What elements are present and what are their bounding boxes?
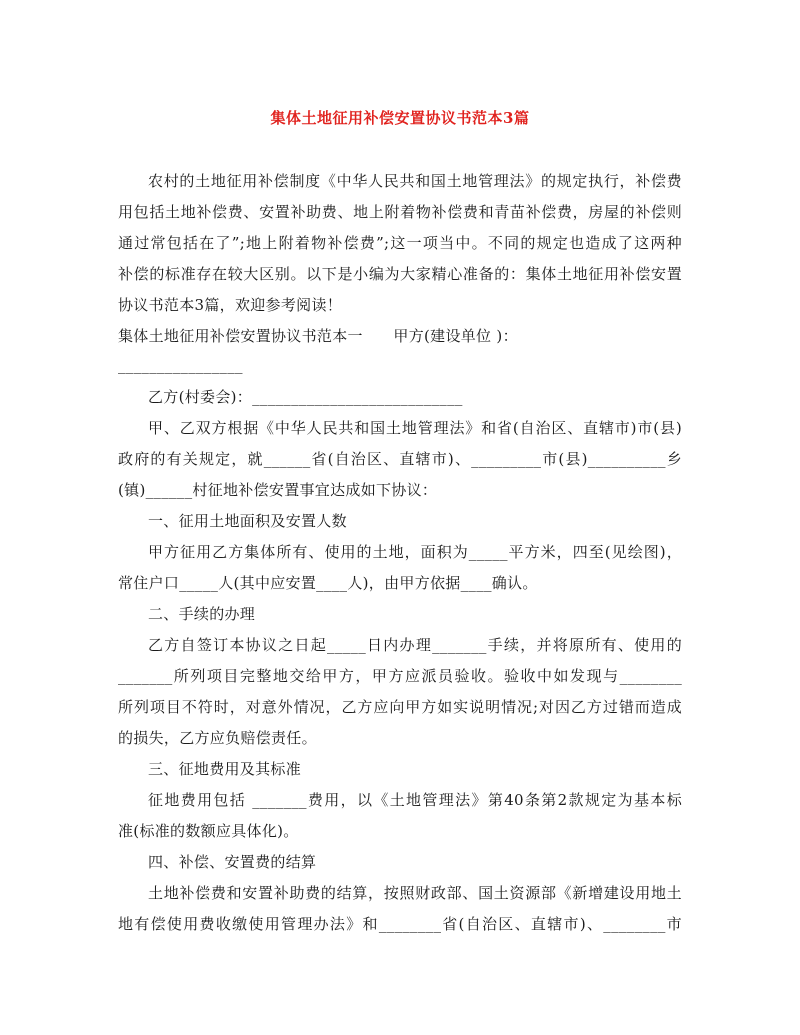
paragraph-line: 集体土地征用补偿安置协议书范本一 甲方(建设单位 )： [118,327,518,345]
paragraph-line: 土地补偿费和安置补助费的结算，按照财政部、国土资源部《新增建设用地土 [148,884,682,902]
paragraph-line: _______所列项目完整地交给甲方，甲方应派员验收。验收中如发现与________ [118,667,682,685]
section-heading: 一、征用土地面积及安置人数 [148,512,347,530]
paragraph-line: (镇)______村征地补偿安置事宜达成如下协议： [118,481,438,499]
document-title: 集体土地征用补偿安置协议书范本3篇 [270,109,530,127]
paragraph-line: 农村的土地征用补偿制度《中华人民共和国土地管理法》的规定执行，补偿费 [148,172,682,190]
blank-line: ________________ [118,356,243,374]
paragraph-line: 政府的有关规定，就______省(自治区、直辖市)、_________市(县)__________乡 [118,450,682,468]
paragraph-line: 通过常包括在了”;地上附着物补偿费”;这一项当中。不同的规定也造成了这两种 [118,234,682,252]
paragraph-line: 用包括土地补偿费、安置补助费、地上附着物补偿费和青苗补偿费，房屋的补偿则 [118,203,682,221]
paragraph-line: 常住户口_____人(其中应安置____人)，由甲方依据____确认。 [118,574,538,592]
paragraph-line: 乙方(村委会)：___________________________ [148,388,463,406]
section-heading: 四、补偿、安置费的结算 [148,853,317,871]
section-heading: 二、手续的办理 [148,605,256,623]
paragraph-line: 的损失，乙方应负赔偿责任。 [118,729,317,747]
paragraph-line: 地有偿使用费收缴使用管理办法》和________省(自治区、直辖市)、________市 [118,915,682,933]
paragraph-line: 征地费用包括 _______费用，以《土地管理法》第40条第2款规定为基本标 [148,791,682,809]
paragraph-line: 甲、乙双方根据《中华人民共和国土地管理法》和省(自治区、直辖市)市(县) [148,419,682,437]
paragraph-line: 乙方自签订本协议之日起_____日内办理_______手续，并将原所有、使用的 [148,636,682,654]
paragraph-line: 协议书范本3篇，欢迎参考阅读！ [118,296,343,314]
paragraph-line: 所列项目不符时，对意外情况，乙方应向甲方如实说明情况;对因乙方过错而造成 [118,698,682,716]
paragraph-line: 甲方征用乙方集体所有、使用的土地，面积为_____平方米，四至(见绘图)， [148,543,682,561]
paragraph-line: 补偿的标准存在较大区别。以下是小编为大家精心准备的：集体土地征用补偿安置 [118,265,682,283]
section-heading: 三、征地费用及其标准 [148,760,302,778]
paragraph-line: 准(标准的数额应具体化)。 [118,822,299,840]
